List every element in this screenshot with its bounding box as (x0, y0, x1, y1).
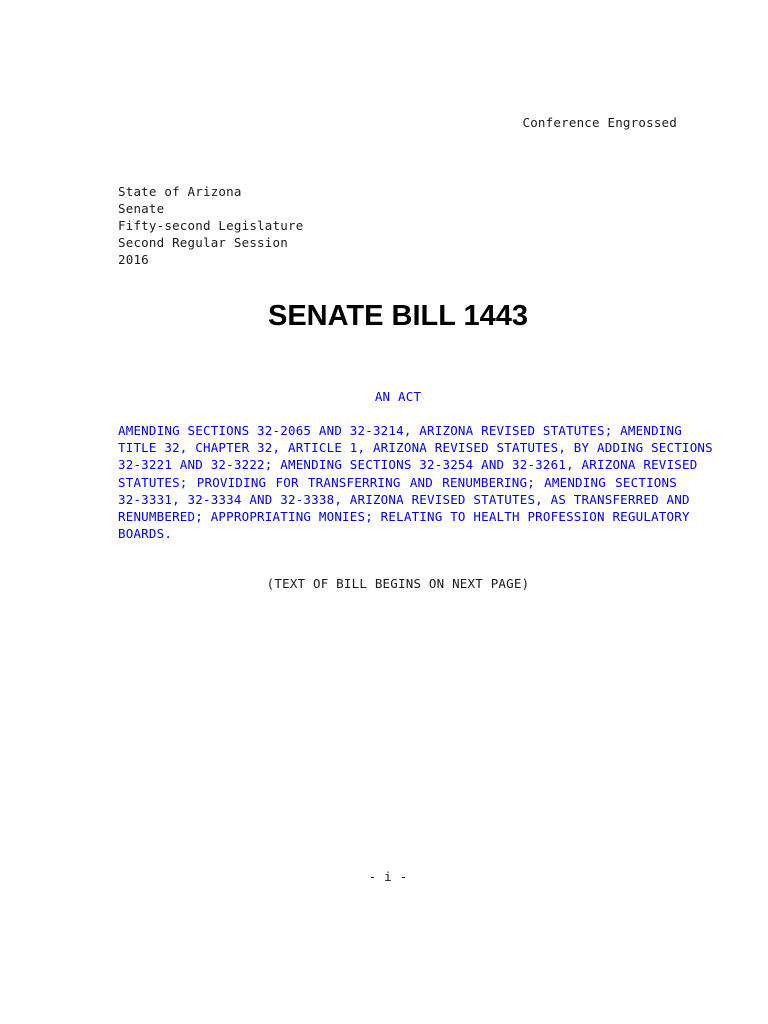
bill-title: SENATE BILL 1443 (267, 300, 528, 332)
state-name: State of Arizona (118, 184, 242, 199)
act-heading: AN ACT (374, 389, 422, 404)
engrossed-status: Conference Engrossed (522, 115, 677, 130)
act-line: STATUTES; PROVIDING FOR TRANSFERRING AND RENUMBERING; AMENDING SECTIONS (118, 474, 677, 490)
chamber-name: Senate (118, 201, 165, 216)
act-line: AMENDING SECTIONS 32-2065 AND 32-3214, ARIZONA REVISED STATUTES; AMENDING (118, 423, 682, 438)
legislature-info (118, 183, 303, 268)
act-description (118, 422, 713, 542)
page-number: - i - (368, 869, 408, 884)
text-begins-notice: (TEXT OF BILL BEGINS ON NEXT PAGE) (266, 576, 530, 591)
act-line: 32-3331, 32-3334 AND 32-3338, ARIZONA REVISED STATUTES, AS TRANSFERRED AND (118, 491, 690, 507)
session-name: Second Regular Session (118, 235, 288, 250)
legislature-name: Fifty-second Legislature (118, 218, 304, 233)
act-line: RENUMBERED; APPROPRIATING MONIES; RELATING TO HEALTH PROFESSION REGULATORY (118, 509, 690, 525)
session-year: 2016 (118, 252, 149, 267)
act-line: TITLE 32, CHAPTER 32, ARTICLE 1, ARIZONA REVISED STATUTES, BY ADDING SECTIONS (118, 440, 713, 456)
act-line: 32-3221 AND 32-3222; AMENDING SECTIONS 32-3254 AND 32-3261, ARIZONA REVISED (118, 457, 698, 473)
act-line: BOARDS. (118, 526, 173, 542)
